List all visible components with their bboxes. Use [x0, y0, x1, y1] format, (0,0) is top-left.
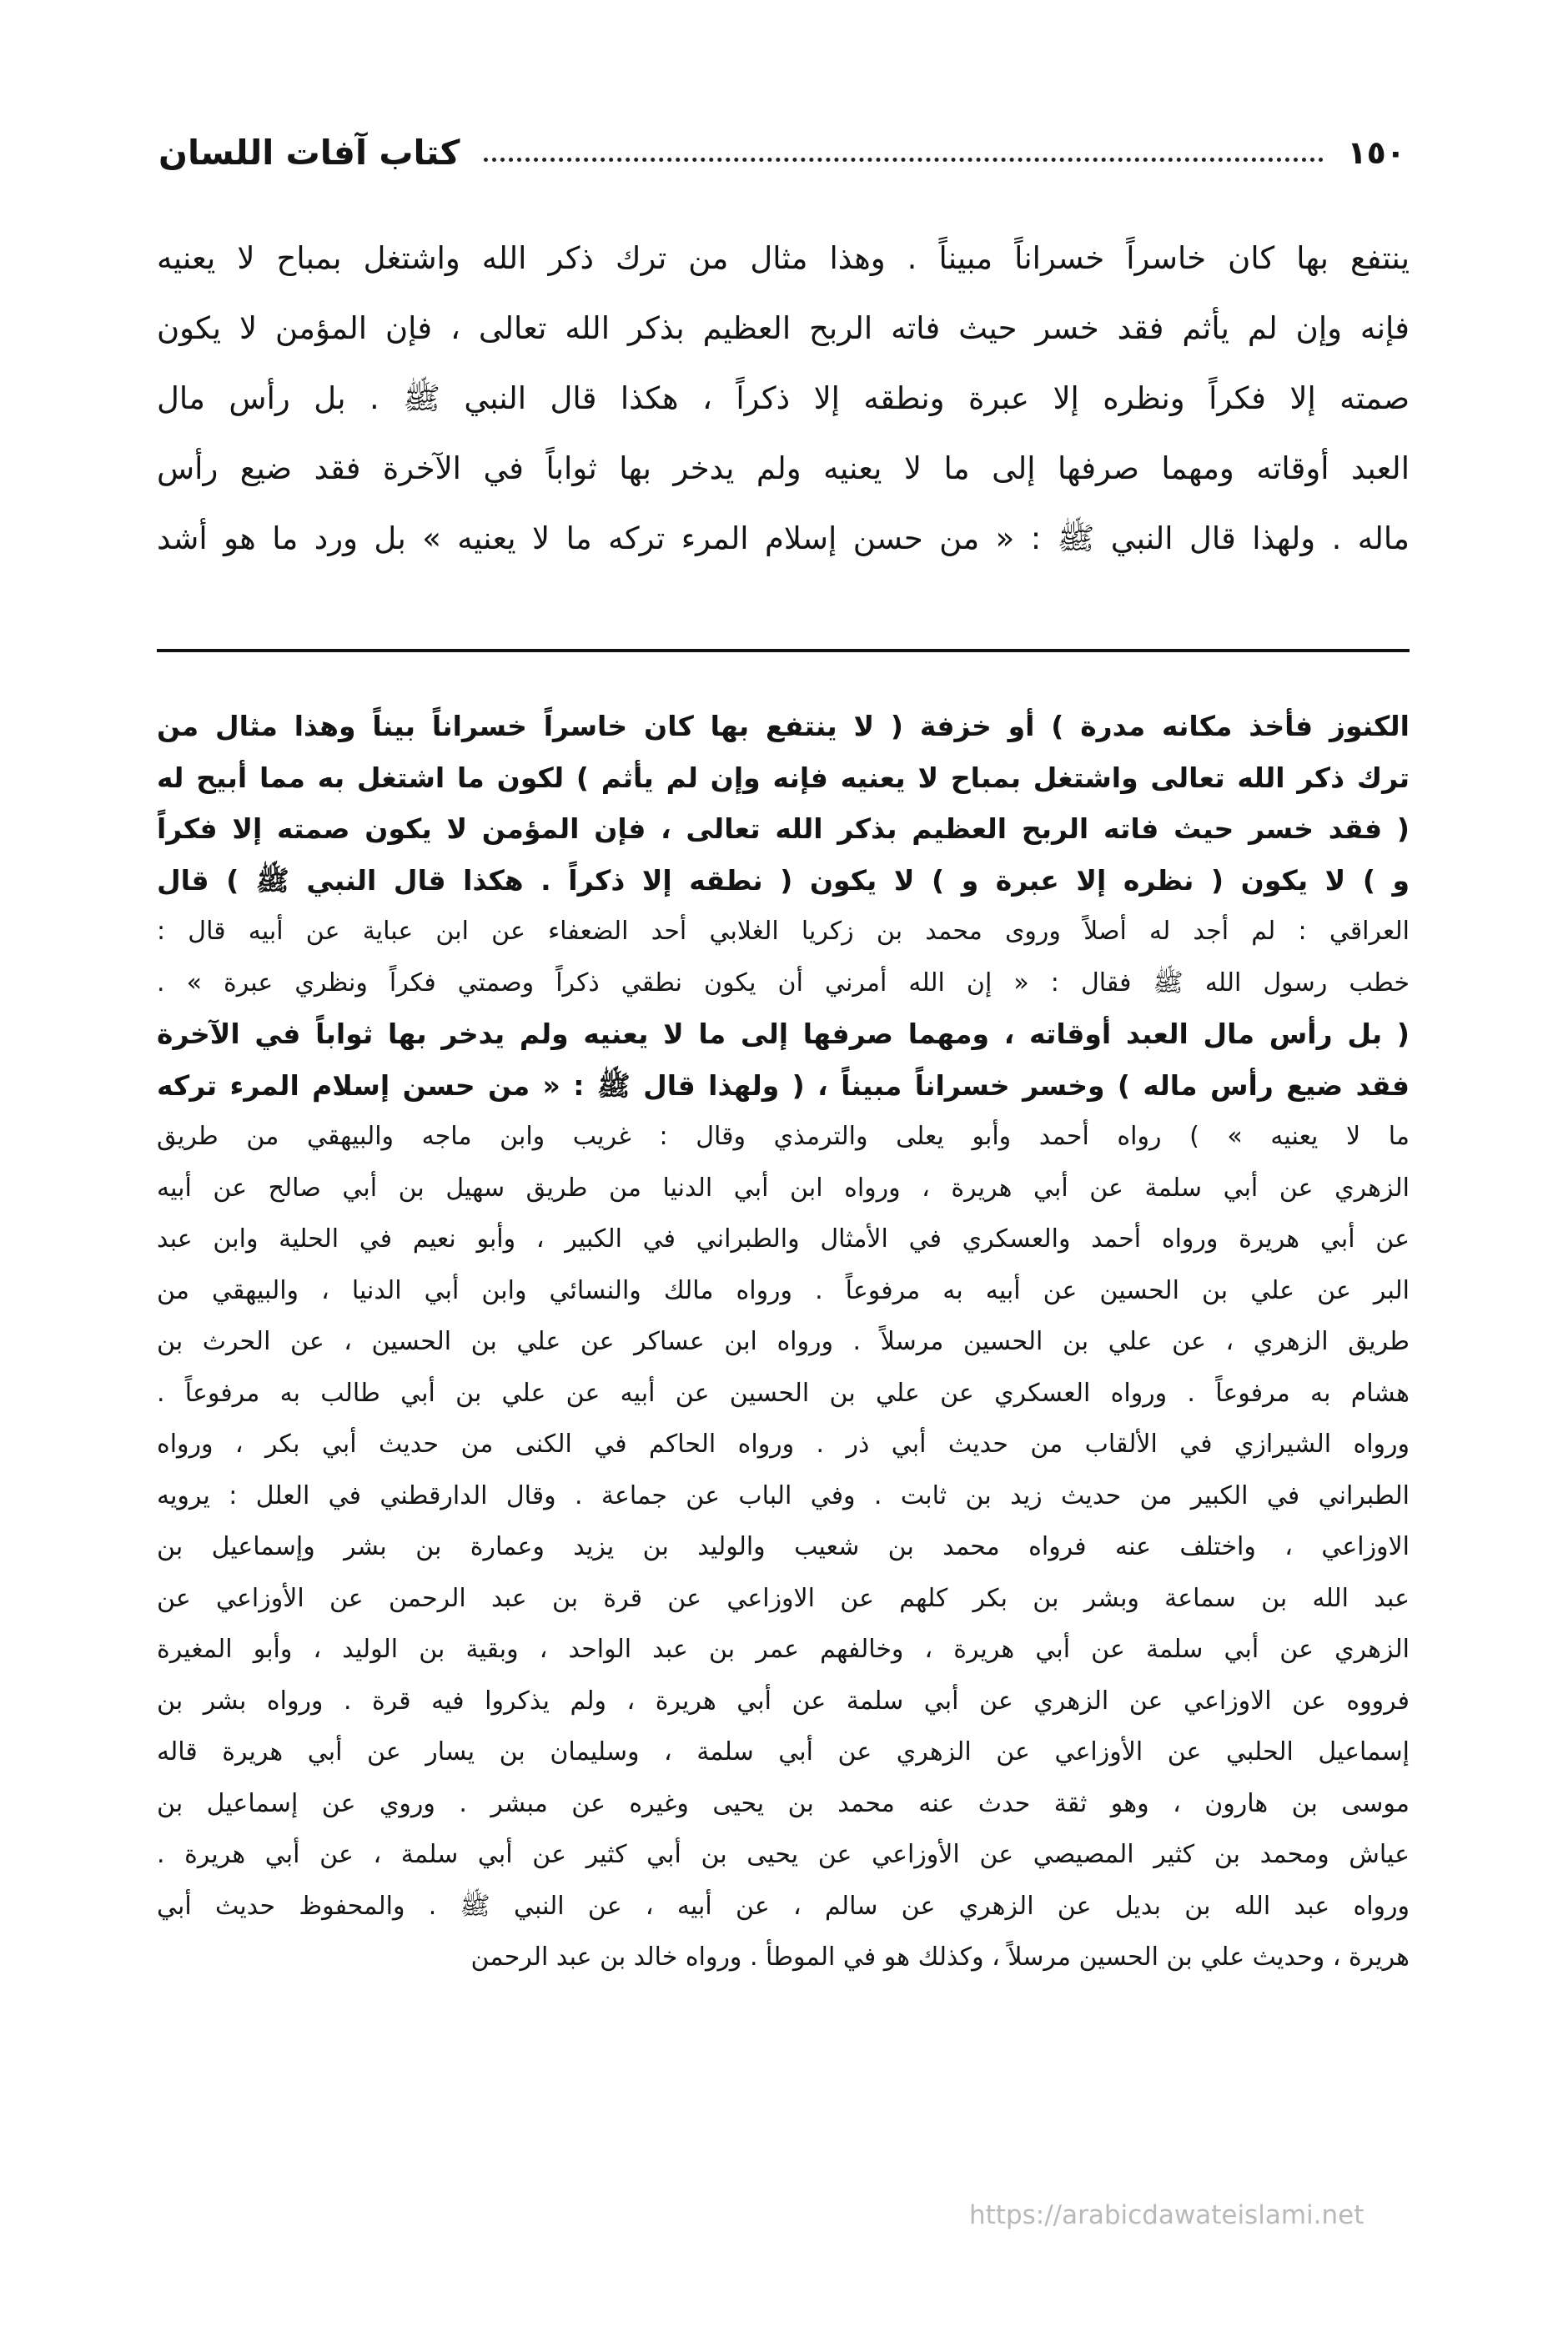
running-header	[158, 115, 1405, 173]
commentary-line: هشام به مرفوعاً . ورواه العسكري عن علي بن الحسين عن أبيه عن علي بن أبي طالب به مرفوعاً .	[157, 1378, 1410, 1408]
main-text	[157, 224, 1410, 574]
commentary	[157, 701, 1410, 1983]
commentary-line: الكنوز فأخذ مكانه مدرة ) أو خزفة ( لا ينتفع بها كان خاسراً خسراناً بيناً وهذا مثال من	[157, 710, 1410, 742]
commentary-line: فرووه عن الاوزاعي عن الزهري عن أبي سلمة عن أبي هريرة ، ولم يذكروا فيه قرة . ورواه بشر بن	[157, 1686, 1410, 1716]
commentary-line: ( فقد خسر حيث فاته الربح العظيم بذكر الله تعالى ، فإن المؤمن لا يكون صمته إلا فكراً	[157, 812, 1410, 845]
commentary-line: ( بل رأس مال العبد أوقاته ، ومهما صرفها إلى ما لا يعنيه ولم يدخر بها ثواباً في الآخرة	[157, 1018, 1410, 1050]
page-number: ١٥٠	[1347, 134, 1405, 171]
main-text-line: ينتفع بها كان خاسراً خسراناً مبيناً . وهذا مثال من ترك ذكر الله واشتغل بمباح لا يعنيه	[157, 240, 1410, 276]
commentary-line: البر عن علي بن الحسين عن أبيه به مرفوعاً . ورواه مالك والنسائي وابن أبي الدنيا ، والبيهقي من	[157, 1275, 1410, 1305]
commentary-line: فقد ضيع رأس ماله ) وخسر خسراناً مبيناً ، ( ولهذا قال ﷺ : « من حسن إسلام المرء تركه	[157, 1068, 1410, 1102]
main-text-line: العبد أوقاته ومهما صرفها إلى ما لا يعنيه ولم يدخر بها ثواباً في الآخرة فقد ضيع رأس	[157, 450, 1410, 486]
commentary-line: العراقي : لم أجد له أصلاً وروى محمد بن زكريا الغلابي أحد الضعفاء عن ابن عباية عن أبيه قال :	[157, 917, 1410, 946]
watermark-url: https://arabicdawateislami.net	[969, 2200, 1364, 2230]
main-text-line: ماله . ولهذا قال النبي ﷺ : « من حسن إسلام المرء تركه ما لا يعنيه » بل ورد ما هو أشد	[157, 520, 1410, 556]
commentary-line: الاوزاعي ، واختلف عنه فرواه محمد بن شعيب والوليد بن يزيد وعمارة بن بشر وإسماعيل بن	[157, 1532, 1410, 1561]
commentary-line: ورواه الشيرازي في الألقاب من حديث أبي ذر . ورواه الحاكم في الكنى من حديث أبي بكر ، ورواه	[157, 1430, 1410, 1459]
commentary-line: الزهري عن أبي سلمة عن أبي هريرة ، وخالفهم عمر بن عبد الواحد ، وبقية بن الوليد ، وأبو المغيرة	[157, 1635, 1410, 1664]
commentary-line: عبد الله بن سماعة وبشر بن بكر كلهم عن الاوزاعي عن قرة بن عبد الرحمن عن الأوزاعي عن	[157, 1583, 1410, 1613]
commentary-line: ما لا يعنيه » ) رواه أحمد وأبو يعلى والترمذي وقال : غريب وابن ماجه والبيهقي من طريق	[157, 1122, 1410, 1151]
commentary-line: موسى بن هارون ، وهو ثقة حدث عنه محمد بن يحيى وغيره عن مبشر . وروي عن إسماعيل بن	[157, 1788, 1410, 1818]
commentary-line: الطبراني في الكبير من حديث زيد بن ثابت . وفي الباب عن جماعة . وقال الدارقطني في العلل : يرويه	[157, 1480, 1410, 1510]
main-text-line: فإنه وإن لم يأثم فقد خسر حيث فاته الربح العظيم بذكر الله تعالى ، فإن المؤمن لا يكون	[157, 310, 1410, 346]
commentary-line: الزهري عن أبي سلمة عن أبي هريرة ، ورواه ابن أبي الدنيا من طريق سهيل بن أبي صالح عن أبيه	[157, 1173, 1410, 1203]
main-text-line: صمته إلا فكراً ونظره إلا عبرة ونطقه إلا ذكراً ، هكذا قال النبي ﷺ . بل رأس مال	[157, 380, 1410, 416]
section-separator	[157, 649, 1410, 652]
commentary-line: و ) لا يكون ( نظره إلا عبرة و ) لا يكون ( نطقه إلا ذكراً . هكذا قال النبي ﷺ ) قال	[157, 863, 1410, 897]
commentary-line: عياش ومحمد بن كثير المصيصي عن الأوزاعي عن يحيى بن أبي كثير عن أبي سلمة ، عن أبي هريرة .	[157, 1840, 1410, 1869]
commentary-line: ورواه عبد الله بن بديل عن الزهري عن سالم ، عن أبيه ، عن النبي ﷺ . والمحفوظ حديث أبي	[157, 1891, 1410, 1921]
book-title: كتاب آفات اللسان	[158, 133, 460, 173]
commentary-line: ترك ذكر الله تعالى واشتغل بمباح لا يعنيه فإنه وإن لم يأثم ) لكون ما اشتغل به مما أبيح له	[157, 761, 1410, 794]
commentary-line: عن أبي هريرة ورواه أحمد والعسكري في الأمثال والطبراني في الكبير ، وأبو نعيم في الحلية وابن عبد	[157, 1224, 1410, 1254]
commentary-line: هريرة ، وحديث علي بن الحسين مرسلاً ، وكذلك هو في الموطأ . ورواه خالد بن عبد الرحمن	[470, 1942, 1410, 1972]
header-dotted-leader	[484, 158, 1324, 162]
commentary-line: إسماعيل الحلبي عن الأوزاعي عن الزهري عن أبي سلمة ، وسليمان بن يسار عن أبي هريرة قاله	[157, 1737, 1410, 1767]
commentary-line: طريق الزهري ، عن علي بن الحسين مرسلاً . ورواه ابن عساكر عن علي بن الحسين ، عن الحرث بن	[157, 1327, 1410, 1356]
commentary-line: خطب رسول الله ﷺ فقال : « إن الله أمرني أن يكون نطقي ذكراً وصمتي فكراً ونظري عبرة » .	[157, 967, 1410, 998]
